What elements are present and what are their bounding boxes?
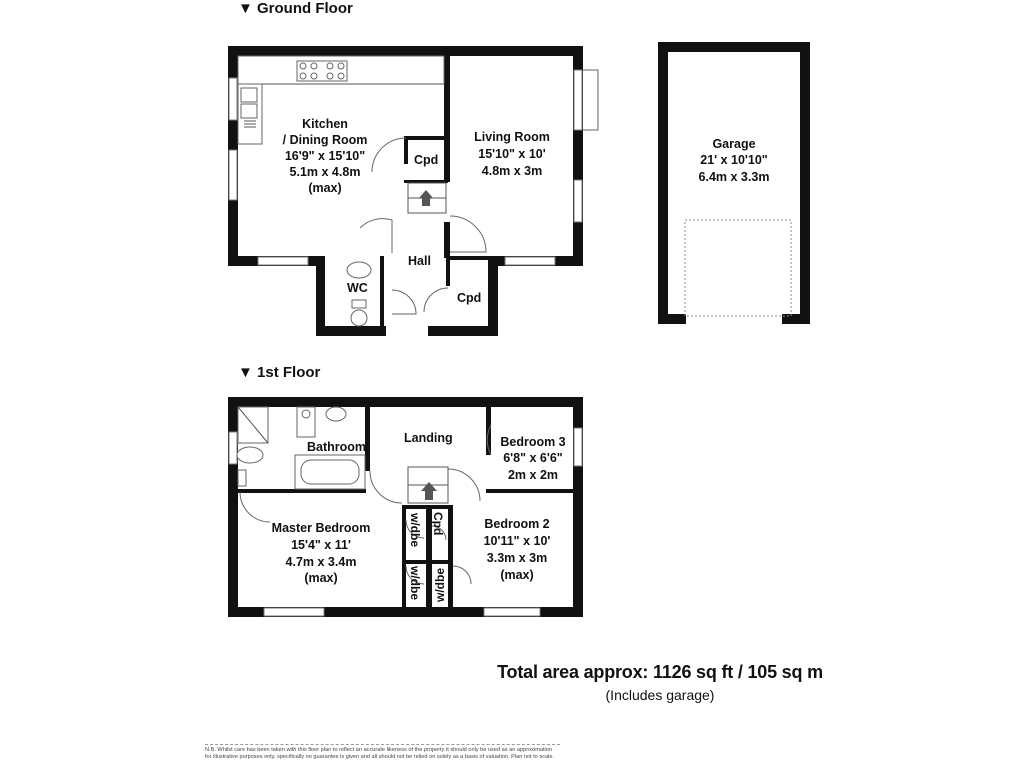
svg-text:Garage: Garage [712,137,756,151]
svg-text:Bedroom 2: Bedroom 2 [484,517,550,531]
disclaimer: N.B. Whilst care has been taken with this floor plan to reflect an accurate likeness of the property it should only be used as an approximation for illustrative purposes only, specifically no guarantee is given and all should not be relied on solely as a basis of valuation. Plan not to scale. [205,744,560,761]
svg-text:15'4" x 11': 15'4" x 11' [291,538,351,552]
first-floor-fittings [237,407,448,503]
svg-text:4.8m x 3m: 4.8m x 3m [481,164,543,178]
svg-text:6'8" x 6'6": 6'8" x 6'6" [503,451,563,465]
living-room-label [474,130,550,178]
includes-garage-note: (Includes garage) [605,687,715,703]
svg-text:6.4m x 3.3m: 6.4m x 3.3m [698,170,770,184]
total-area: Total area approx: 1126 sq ft / 105 sq m [497,662,823,682]
svg-text:21' x 10'10": 21' x 10'10" [700,153,768,167]
svg-text:(max): (max) [304,571,338,585]
cpd-first-label: Cpd [431,512,445,536]
wc-label: WC [347,281,368,295]
svg-text:(max): (max) [308,181,342,195]
svg-text:Master Bedroom: Master Bedroom [271,521,371,535]
svg-text:16'9" x 15'10": 16'9" x 15'10" [284,149,366,163]
svg-text:(max): (max) [500,568,534,582]
kitchen-label [283,117,368,195]
ground-floor-walls [228,46,583,336]
cpd-ground-label-1: Cpd [414,153,439,167]
wardrobe-label-1: w/dbe [408,513,422,548]
svg-text:4.7m x 3.4m: 4.7m x 3.4m [285,555,357,569]
ground-floor-doors [360,70,598,314]
garage-label [699,137,770,184]
wardrobe-label-3: w/dbe [433,567,447,602]
svg-text:/ Dining Room: / Dining Room [282,133,368,147]
master-bedroom-label [272,521,371,585]
first-floor-walls [228,397,583,617]
svg-text:Living Room: Living Room [474,130,550,144]
svg-text:Kitchen: Kitchen [302,117,348,131]
svg-text:5.1m x 4.8m: 5.1m x 4.8m [289,165,361,179]
first-floor-title: ▼ 1st Floor [238,364,321,381]
cpd-ground-label-2: Cpd [457,291,482,305]
ground-floor-title: ▼ Ground Floor [238,0,353,17]
bedroom-3-label [500,435,565,482]
svg-text:2m x 2m: 2m x 2m [507,468,559,482]
hall-label: Hall [408,254,431,268]
svg-text:15'10" x 10': 15'10" x 10' [478,147,546,161]
svg-text:3.3m x 3m: 3.3m x 3m [486,551,548,565]
svg-text:Bedroom 3: Bedroom 3 [500,435,566,449]
wardrobe-label-2: w/dbe [408,566,422,601]
bathroom-label: Bathroom [307,440,367,454]
landing-label: Landing [404,431,453,445]
bedroom-2-label [484,517,551,582]
svg-text:10'11" x 10': 10'11" x 10' [483,534,551,548]
